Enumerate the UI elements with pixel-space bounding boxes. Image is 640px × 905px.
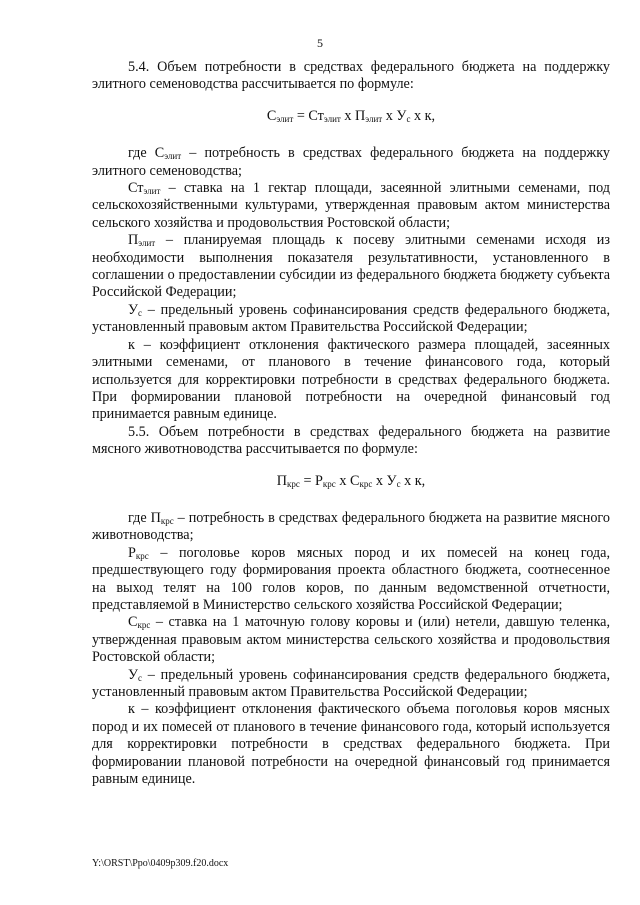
formula-elite-seed: $С_{элит} = Ст_{элит}$ х $П_{элит}$ х $У_с$ х к, xyxy=(266,107,436,124)
definition-k-herd: к – коэффициент отклонения фактического объема поголовья коров мясных пород и их помесей от планового в течение финансового года, который используется для корректировки потребности в средствах федерального бюджета. При формировании плановой потребности на очередной финансовый год принимается равным единице. xyxy=(92,701,610,788)
document-body xyxy=(92,59,610,788)
definition-r-krs: $Р_{крс}$ – поголовье коров мясных пород и их помесей на конец года, предшествующего году формирования проекта областного бюджета, соотнесенное на выход телят на 100 голов коров, по данным ведомственной отчетности, представляемой в Министерство сельского хозяйства Российской Федерации; xyxy=(92,544,610,613)
section-5-5-intro: 5.5. Объем потребности в средствах федерального бюджета на развитие мясного животноводства рассчитывается по формуле: xyxy=(92,423,610,458)
formula-beef-cattle: $П_{крс} = Р_{крс}$ х $С_{крс}$ х $У_с$ х к, xyxy=(276,472,426,489)
section-5-4-intro: 5.4. Объем потребности в средствах федерального бюджета на поддержку элитного семеноводства рассчитывается по формуле: xyxy=(92,59,610,93)
file-path-footer: Y:\ORST\Ppo\0409p309.f20.docx xyxy=(92,858,229,869)
definition-u-s: $У_с$ – предельный уровень софинансирования средств федерального бюджета, установленный правовым актом Правительства Российской Федерации; xyxy=(92,301,610,336)
page-number: 5 xyxy=(317,36,323,50)
definition-st-elit: $Ст_{элит}$ – ставка на 1 гектар площади, засеянной элитными семенами, под сельскохозяйственными культурами, утвержденная правовым актом министерства сельского хозяйства и продовольствия Ростовской области; xyxy=(92,180,610,231)
definition-p-elit: $П_{элит}$ – планируемая площадь к посеву элитными семенами исходя из необходимости выполнения показателя результативности, установленного в соглашении о предоставлении субсидии из федерального бюджета бюджету субъекта Российской Федерации; xyxy=(92,232,610,301)
definition-p-krs: где $П_{крс}$ – потребность в средствах федерального бюджета на развитие мясного животноводства; xyxy=(92,509,610,544)
definition-c-elit: где $С_{элит}$ – потребность в средствах федерального бюджета на поддержку элитного семеноводства; xyxy=(92,145,610,179)
definition-u-s-2: $У_с$ – предельный уровень софинансирования средств федерального бюджета, установленный правовым актом Правительства Российской Федерации; xyxy=(92,666,610,700)
definition-c-krs: $С_{крс}$ – ставка на 1 маточную голову коровы и (или) нетели, давшую теленка, утвержденная правовым актом министерства сельского хозяйства и продовольствия Ростовской области; xyxy=(92,614,610,666)
definition-k-area: к – коэффициент отклонения фактического размера площадей, засеянных элитными семенами, от планового в течение финансового года, который используется для корректировки потребности в средствах федерального бюджета. При формировании плановой потребности на очередной финансовый год принимается равным единице. xyxy=(92,336,610,423)
